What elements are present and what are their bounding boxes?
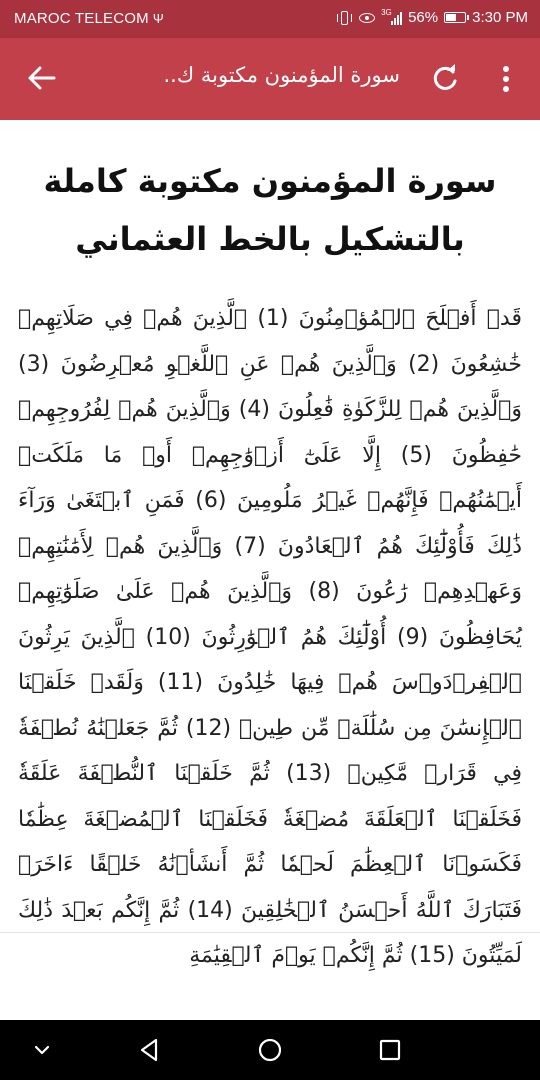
more-vert-icon[interactable] xyxy=(494,62,518,96)
article-content[interactable] xyxy=(0,120,540,968)
system-nav-bar xyxy=(0,1020,540,1080)
status-bar xyxy=(0,0,540,38)
app-bar xyxy=(0,38,540,120)
page-title: سورة المؤمنون مكتوبة ك.. xyxy=(163,63,400,87)
eye-comfort-icon xyxy=(359,11,375,25)
usb-icon: Ψ xyxy=(152,11,164,26)
battery-percent: 56% xyxy=(408,9,439,26)
back-arrow-icon[interactable] xyxy=(24,60,60,96)
signal-icon xyxy=(381,7,402,25)
clock: 3:30 PM xyxy=(472,9,528,26)
recents-square-icon[interactable] xyxy=(374,1034,406,1066)
content-divider xyxy=(0,932,540,933)
chevron-down-icon[interactable] xyxy=(26,1034,58,1066)
article-text: قَدۡ أَفۡلَحَ ٱلۡمُؤۡمِنُونَ (1) ٱلَّذِينَ هُمۡ فِي صَلَاتِهِمۡ خَٰشِعُونَ (2) وَٱلَّذِينَ هُمۡ عَنِ ٱللَّغۡوِ مُعۡرِضُونَ (3) وَٱلَّذِينَ هُمۡ لِلزَّكَوٰةِ فَٰعِلُونَ (4) وَٱلَّذِينَ هُمۡ لِفُرُوجِهِمۡ حَٰفِظُونَ (5) إِلَّا عَلَىٰٓ أَزۡوَٰجِهِمۡ أَوۡ مَا مَلَكَتۡ أَيۡمَٰنُهُمۡ فَإِنَّهُمۡ غَيۡرُ مَلُومِينَ (6) فَمَنِ ٱبۡتَغَىٰ وَرَآءَ ذَٰلِكَ فَأُوْلَٰٓئِكَ هُمُ ٱلۡعَادُونَ (7) وَٱلَّذِينَ هُمۡ لِأَمَٰنَٰتِهِمۡ وَعَهۡدِهِمۡ رَٰعُونَ (8) وَٱلَّذِينَ هُمۡ عَلَىٰ صَلَوَٰتِهِمۡ يُحَافِظُونَ (9) أُوْلَٰٓئِكَ هُمُ ٱلۡوَٰرِثُونَ (10) ٱلَّذِينَ يَرِثُونَ ٱلۡفِرۡدَوۡسَ هُمۡ فِيهَا خَٰلِدُونَ (11) وَلَقَدۡ خَلَقۡنَا ٱلۡإِنسَٰنَ مِن سُلَٰلَةٖ مِّن طِينٖ (12) ثُمَّ جَعَلۡنَٰهُ نُطۡفَةٗ فِي قَرَارٖ مَّكِينٖ (13) ثُمَّ خَلَقۡنَا ٱلنُّطۡفَةَ عَلَقَةٗ فَخَلَقۡنَا ٱلۡعَلَقَةَ مُضۡغَةٗ فَخَلَقۡنَا ٱلۡمُضۡغَةَ عِظَٰمٗا فَكَسَوۡنَا ٱلۡعِظَٰمَ لَحۡمٗا ثُمَّ أَنشَأۡنَٰهُ خَلۡقًا ءَاخَرَۚ فَتَبَارَكَ ٱللَّهُ أَحۡسَنُ ٱلۡخَٰلِقِينَ (14) ثُمَّ إِنَّكُم بَعۡدَ ذَٰلِكَ لَمَيِّتُونَ (15) ثُمَّ إِنَّكُمۡ يَوۡمَ ٱلۡقِيَٰمَةِ xyxy=(18,306,523,968)
network-type: 3G xyxy=(381,7,392,17)
status-icons xyxy=(337,9,528,26)
article-heading: سورة المؤمنون مكتوبة كاملة بالتشكيل بالخط العثماني xyxy=(43,162,497,258)
battery-icon xyxy=(444,12,466,23)
carrier-name: MAROC TELECOM xyxy=(14,10,149,27)
home-circle-icon[interactable] xyxy=(254,1034,286,1066)
back-triangle-icon[interactable] xyxy=(134,1034,166,1066)
carrier-label xyxy=(14,10,164,27)
refresh-icon[interactable] xyxy=(428,62,462,96)
vibrate-icon xyxy=(337,11,353,25)
